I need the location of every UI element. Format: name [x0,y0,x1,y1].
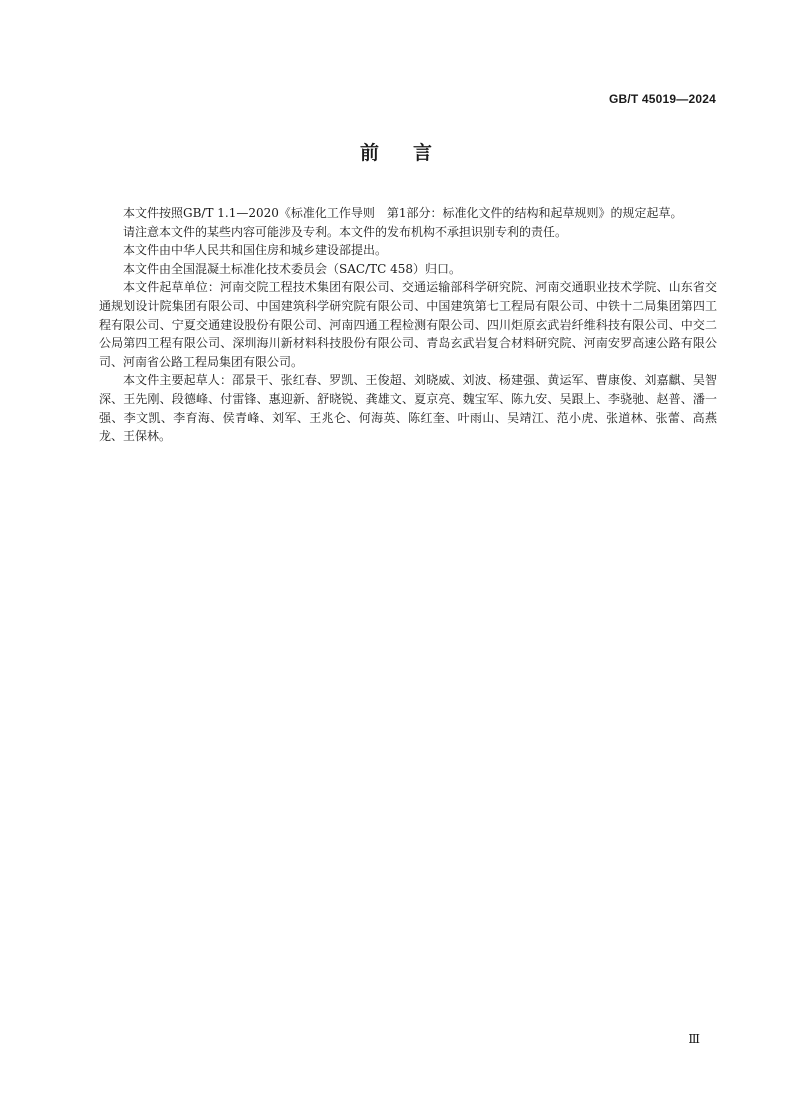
standard-code: GB/T 45019—2024 [608,92,716,106]
page-number: Ⅲ [688,1032,700,1046]
paragraph-drafters: 本文件主要起草人：邵景干、张红春、罗凯、王俊超、刘晓威、刘波、杨建强、黄运军、曹康俊、刘嘉麒、吴智深、王先刚、段德峰、付雷锋、惠迎新、舒晓锐、龚雄文、夏京亮、魏宝军、陈九安、吴跟上、李骁驰、赵普、潘一强、李文凯、李育海、侯青峰、刘军、王兆仑、何海英、陈红奎、叶雨山、吴靖江、范小虎、张道林、张蕾、高燕龙、王保林。 [99,373,717,444]
paragraph-drafting-rules: 本文件按照GB/T 1.1—2020《标准化工作导则 第1部分：标准化文件的结构和起草规则》的规定起草。 [123,206,683,220]
paragraph-drafting-units: 本文件起草单位：河南交院工程技术集团有限公司、交通运输部科学研究院、河南交通职业技术学院、山东省交通规划设计院集团有限公司、中国建筑科学研究院有限公司、中国建筑第七工程局有限公司、中铁十二局集团第四工程有限公司、宁夏交通建设股份有限公司、河南四通工程检测有限公司、四川炬原玄武岩纤维科技有限公司、中交二公局第四工程有限公司、深圳海川新材料科技股份有限公司、青岛玄武岩复合材料研究院、河南安罗高速公路有限公司、河南省公路工程局集团有限公司。 [99,280,717,369]
page-title: 前言 [359,142,466,164]
paragraph-technical-committee: 本文件由全国混凝土标准化技术委员会（SAC/TC 458）归口。 [123,261,462,276]
document-body [99,204,717,446]
paragraph-proposer: 本文件由中华人民共和国住房和城乡建设部提出。 [123,243,388,258]
paragraph-patent-notice: 请注意本文件的某些内容可能涉及专利。本文件的发布机构不承担识别专利的责任。 [123,224,568,239]
